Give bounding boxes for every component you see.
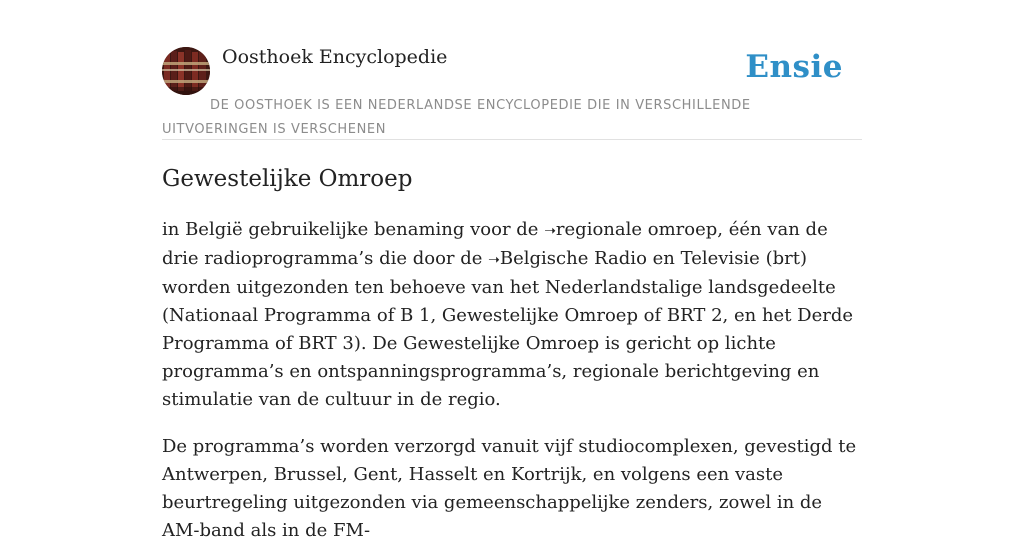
paragraph-text: , één van de drie radioprogramma’s die door de xyxy=(162,219,828,269)
paragraph-text: in België gebruikelijke benaming voor de xyxy=(162,219,545,240)
paragraph-text: (brt) worden uitgezonden ten behoeve van het Nederlandstalige landsgedeelte (Nationaal Programma of B 1, Gewestelijke Omroep of BRT 2, en het Derde Programma of BRT 3). De Gewestelijke Omroep is gericht op lichte programma’s en ontspanningsprogramma’s, regionale berichtgeving en stimulatie van de cultuur in de regio. xyxy=(162,248,854,410)
article-paragraph-2: De programma’s worden verzorgd vanuit vijf studiocomplexen, gevestigd te Antwerpen, Brussel, Gent, Hasselt en Kortrijk, en volgens een vaste beurtregeling uitgezonden via gemeenschappelijke zenders, zowel in de AM-band als in de FM- xyxy=(162,436,857,541)
arrow-right-icon: ➝ xyxy=(488,252,500,268)
belgische-radio-en-televisie-link[interactable] xyxy=(488,248,760,269)
site-tagline: DE OOSTHOEK IS EEN NEDERLANDSE ENCYCLOPEDIE DIE IN VERSCHILLENDE UITVOERINGEN IS VERSCHENEN xyxy=(162,98,751,137)
link-text: Belgische Radio en Televisie xyxy=(499,248,760,269)
article-title: Gewestelijke Omroep xyxy=(162,166,413,192)
header-divider xyxy=(162,139,862,140)
article xyxy=(162,162,862,545)
site-name-link[interactable]: Oosthoek Encyclopedie xyxy=(222,46,448,68)
arrow-right-icon: ➝ xyxy=(544,223,556,239)
regionale-omroep-link[interactable] xyxy=(544,219,717,240)
article-paragraph-1 xyxy=(162,216,862,414)
link-text: regionale omroep xyxy=(555,219,718,240)
ensie-logo-link[interactable]: Ensie xyxy=(745,49,843,85)
book-spines-avatar-icon[interactable] xyxy=(162,47,210,95)
site-header xyxy=(162,45,862,140)
